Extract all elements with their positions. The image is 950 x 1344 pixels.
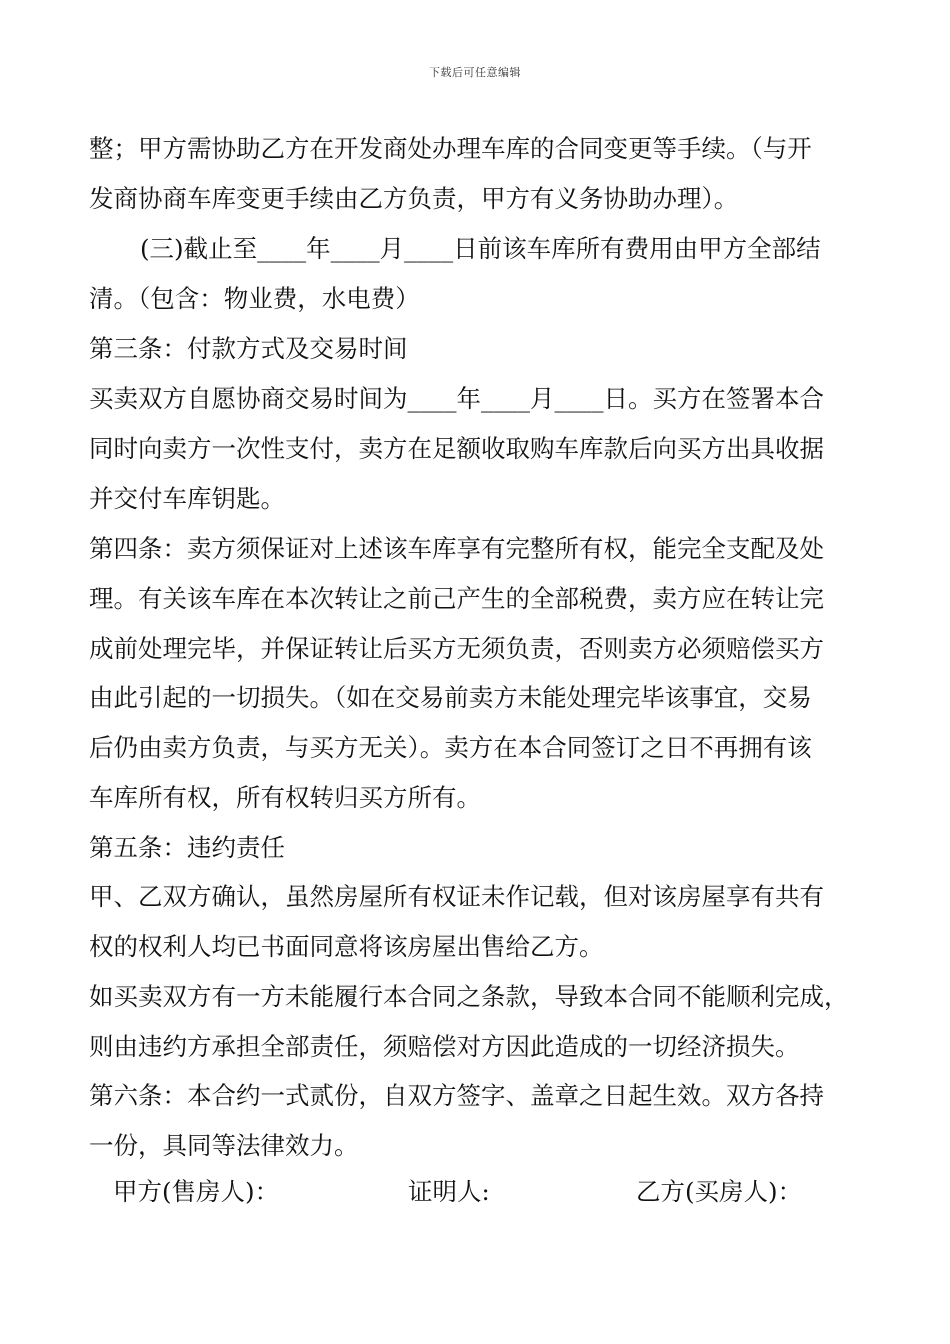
text-line: (三)截止至____年____月____日前该车库所有费用由甲方全部结 [140,234,821,263]
text-line: 整；甲方需协助乙方在开发商处办理车库的合同变更等手续。（与开 [89,134,812,163]
text-line: 如买卖双方有一方未能履行本合同之条款，导致本合同不能顺利完成， [89,982,849,1011]
section-heading: 第三条：付款方式及交易时间 [89,334,408,363]
text-line: 权的权利人均已书面同意将该房屋出售给乙方。 [89,932,604,961]
text-line: 由此引起的一切损失。（如在交易前卖方未能处理完毕该事宜，交易 [89,683,812,712]
text-line: 成前处理完毕，并保证转让后买方无须负责，否则卖方必须赔偿买方 [89,634,824,663]
signature-party-b: 乙方(买房人)： [636,1177,803,1206]
page-header: 下载后可任意编辑 [429,66,521,79]
text-line: 甲、乙双方确认，虽然房屋所有权证未作记载，但对该房屋享有共有 [89,882,824,911]
text-line: 理。有关该车库在本次转让之前己产生的全部税费，卖方应在转让完 [89,584,824,613]
text-line: 同时向卖方一次性支付，卖方在足额收取购车库款后向买方出具收据 [89,434,824,463]
signature-witness: 证明人: [408,1177,490,1206]
text-line: 后仍由卖方负责，与买方无关）。卖方在本合同签订之日不再拥有该 [89,733,812,762]
signature-party-a: 甲方(售房人)： [113,1177,280,1206]
text-line: 买卖双方自愿协商交易时间为____年____月____日。买方在签署本合 [89,384,824,413]
text-line: 第六条：本合约一式贰份，自双方签字、盖章之日起生效。双方各持 [89,1081,824,1110]
text-line: 发商协商车库变更手续由乙方负责，甲方有义务协助办理）。 [89,184,739,213]
text-line: 则由违约方承担全部责任，须赔偿对方因此造成的一切经济损失。 [89,1032,800,1061]
section-heading: 第五条：违约责任 [89,833,285,862]
text-line: 第四条：卖方须保证对上述该车库享有完整所有权，能完全支配及处 [89,534,824,563]
text-line: 一份，具同等法律效力。 [89,1131,359,1160]
text-line: 清。（包含：物业费，水电费） [89,284,420,313]
text-line: 车库所有权，所有权转归买方所有。 [89,783,481,812]
text-line: 并交付车库钥匙。 [89,484,285,513]
